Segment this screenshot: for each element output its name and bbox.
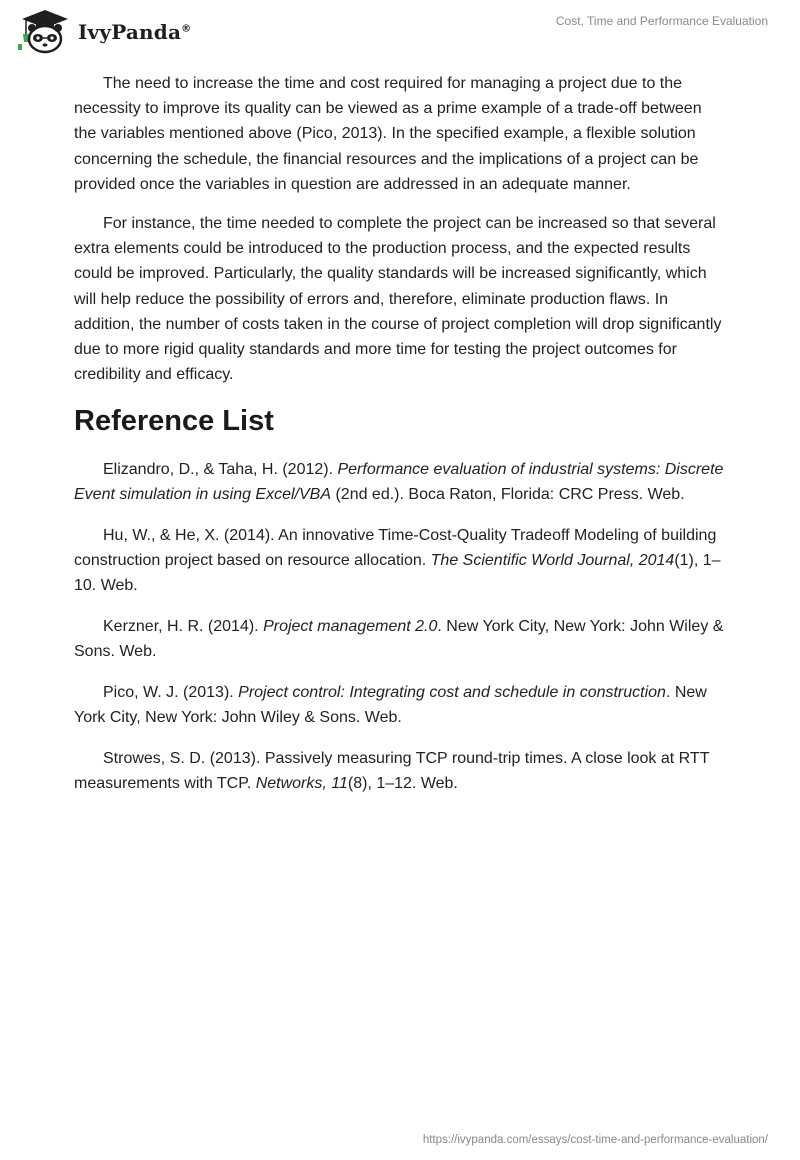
page-header [0,0,800,60]
logo-registered-mark: ® [181,23,192,35]
logo-name: IvyPanda [78,20,182,44]
essay-content [74,71,726,812]
reference-details: . New York City, New York: John Wiley & Sons. Web. [74,618,724,661]
logo-wordmark [78,20,191,44]
reference-authors: Pico, W. J. (2013). [103,684,239,702]
reference-item [74,746,726,796]
reference-authors: Elizandro, D., & Taha, H. (2012). [103,461,338,479]
panda-graduate-icon [14,8,76,54]
reference-authors: Kerzner, H. R. (2014). [103,618,264,636]
reference-title: Project control: Integrating cost and schedule in construction [238,684,666,702]
body-paragraph: For instance, the time needed to complete the project can be increased so that several extra elements could be introduced to the production process, and the expected results could be improved. Particularly, the quality standards will be increased significantly, which will help reduce the possibility of errors and, therefore, eliminate production flaws. In addition, the number of costs taken in the course of project completion will drop significantly due to more rigid quality standards and more time for testing the project outcomes for credibility and efficacy. [74,215,722,384]
source-url-link[interactable]: https://ivypanda.com/essays/cost-time-and-performance-evaluation/ [422,1134,768,1146]
reference-authors: Hu, W., & He, X. (2014). An innovative Time-Cost-Quality Tradeoff Modeling of building construction project based on resource allocation. [74,527,717,570]
reference-title: Performance evaluation of industrial systems: Discrete Event simulation in using Excel/VBA [74,461,724,504]
reference-list-heading: Reference List [74,405,274,438]
reference-item [74,523,726,598]
document-title: Cost, Time and Performance Evaluation [555,14,768,28]
reference-details: (2nd ed.). Boca Raton, Florida: CRC Press. Web. [331,486,685,504]
reference-item [74,457,726,507]
reference-item [74,614,726,664]
reference-details: (1), 1–10. Web. [74,552,721,595]
reference-authors: Strowes, S. D. (2013). Passively measuring TCP round-trip times. A close look at RTT measurements with TCP. [74,750,710,793]
reference-details: (8), 1–12. Web. [347,775,458,793]
reference-title: Project management 2.0 [263,618,438,636]
body-paragraph: The need to increase the time and cost required for managing a project due to the necessity to improve its quality can be viewed as a prime example of a trade-off between the variables mentioned above (Pico, 2013). In the specified example, a flexible solution concerning the schedule, the financial resources and the implications of a project can be provided once the variables in question are addressed in an adequate manner. [74,75,702,193]
reference-details: . New York City, New York: John Wiley & Sons. Web. [74,684,707,727]
reference-title: Networks, 11 [255,775,348,793]
site-logo[interactable] [14,8,194,54]
reference-item [74,680,726,730]
reference-title: The Scientific World Journal, 2014 [430,552,675,570]
